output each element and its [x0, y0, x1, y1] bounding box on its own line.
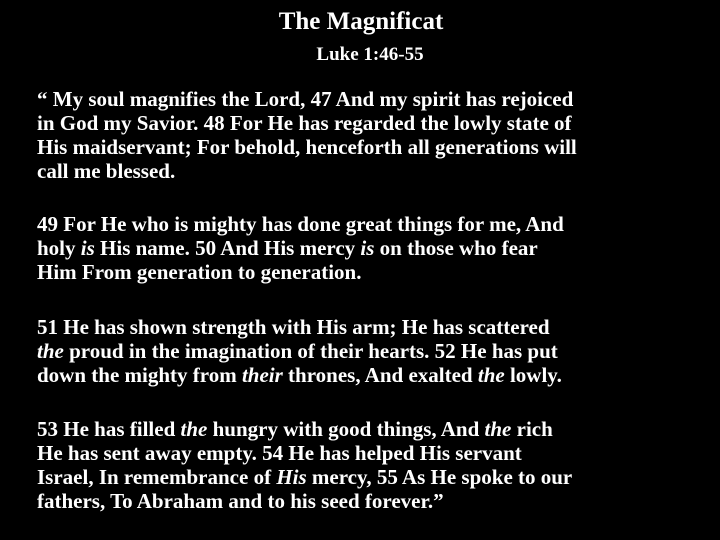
text-line	[37, 315, 692, 339]
text-line	[37, 87, 692, 111]
italic-run: the	[477, 363, 505, 387]
italic-run: is	[80, 236, 95, 260]
text-run: proud in the imagination of their hearts. 52 He has put	[63, 339, 558, 363]
text-run: holy	[37, 236, 81, 260]
italic-run: the	[484, 417, 512, 441]
text-run: He has sent away empty. 54 He has helped His servant	[37, 441, 522, 465]
text-line	[37, 135, 692, 159]
italic-run: the	[180, 417, 208, 441]
text-line	[37, 417, 692, 441]
text-run: in God my Savior. 48 For He has regarded the lowly state of	[37, 111, 572, 135]
italic-run: His	[276, 465, 307, 489]
text-run: thrones, And exalted	[282, 363, 478, 387]
text-line	[37, 339, 692, 363]
italic-run: the	[37, 339, 64, 363]
scripture-paragraph-1	[37, 87, 692, 183]
scripture-paragraph-2	[37, 212, 692, 284]
text-run: hungry with good things, And	[207, 417, 485, 441]
slide-subtitle: Luke 1:46-55	[316, 44, 424, 65]
text-run: mercy, 55 As He spoke to our	[306, 465, 573, 489]
text-line	[37, 465, 692, 489]
scripture-paragraph-4	[37, 417, 692, 513]
text-line	[37, 212, 692, 236]
text-line	[37, 236, 692, 260]
text-run: “ My soul magnifies the Lord, 47 And my spirit has rejoiced	[37, 87, 574, 111]
text-run: on those who fear	[374, 236, 538, 260]
text-run: down the mighty from	[37, 363, 242, 387]
text-run: Him From generation to generation.	[37, 260, 362, 284]
text-line	[37, 489, 692, 513]
slide-title: The Magnificat	[278, 8, 444, 35]
text-run: His name. 50 And His mercy	[94, 236, 361, 260]
text-run: rich	[511, 417, 553, 441]
text-run: fathers, To Abraham and to his seed forever.”	[37, 489, 444, 513]
italic-run: their	[241, 363, 283, 387]
scripture-paragraph-3	[37, 315, 692, 387]
text-run: Israel, In remembrance of	[37, 465, 277, 489]
text-run: 49 For He who is mighty has done great things for me, And	[37, 212, 564, 236]
text-line	[37, 260, 692, 284]
text-line	[37, 159, 692, 183]
text-run: call me blessed.	[37, 159, 176, 183]
italic-run: is	[360, 236, 375, 260]
text-line	[37, 111, 692, 135]
text-run: His maidservant; For behold, henceforth all generations will	[37, 135, 577, 159]
text-run: 53 He has filled	[37, 417, 181, 441]
text-run: lowly.	[504, 363, 562, 387]
text-run: 51 He has shown strength with His arm; He has scattered	[37, 315, 550, 339]
text-line	[37, 441, 692, 465]
text-line	[37, 363, 692, 387]
